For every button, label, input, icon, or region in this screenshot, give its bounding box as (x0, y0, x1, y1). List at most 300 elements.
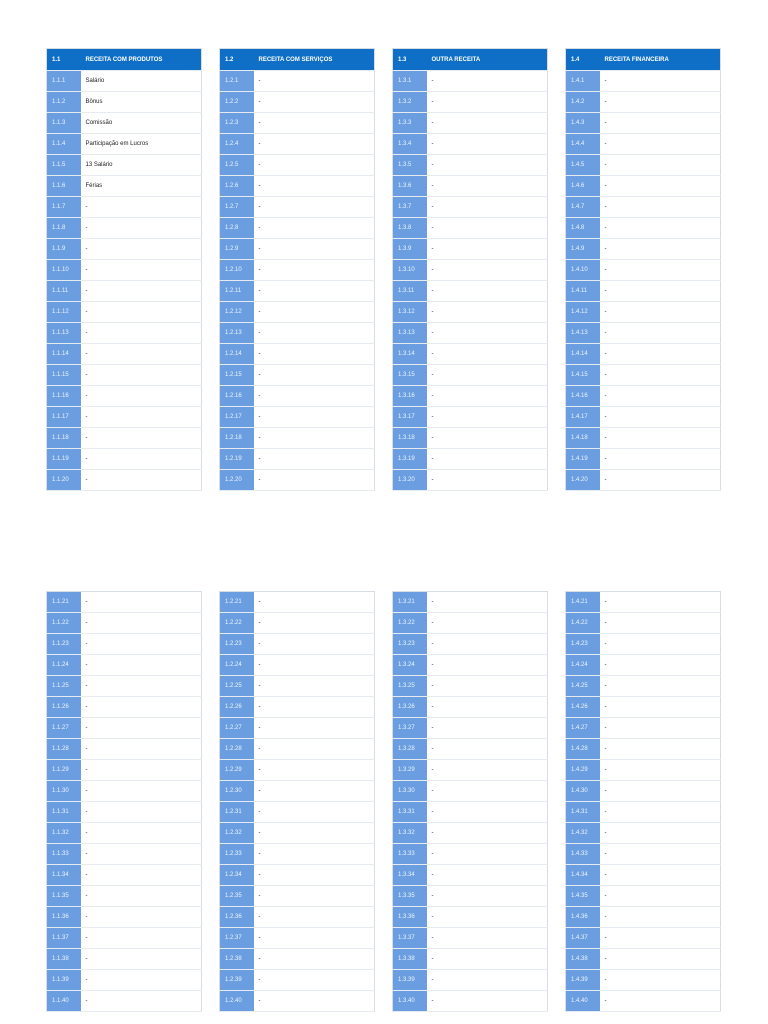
row-value: - (254, 592, 375, 613)
row-code: 1.4.33 (566, 844, 600, 865)
row-code: 1.2.1 (220, 71, 254, 92)
table-row (393, 323, 548, 344)
row-code: 1.2.6 (220, 176, 254, 197)
row-code: 1.4.22 (566, 613, 600, 634)
table-row (393, 655, 548, 676)
row-code: 1.1.17 (47, 407, 81, 428)
table-row (393, 302, 548, 323)
row-value: - (81, 802, 202, 823)
row-code: 1.2.21 (220, 592, 254, 613)
row-code: 1.3.31 (393, 802, 427, 823)
row-code: 1.4.18 (566, 428, 600, 449)
row-code: 1.1.22 (47, 613, 81, 634)
table-row (566, 323, 721, 344)
table-row (220, 323, 375, 344)
row-code: 1.3.26 (393, 697, 427, 718)
table-row (47, 449, 202, 470)
row-code: 1.1.31 (47, 802, 81, 823)
table-row (220, 470, 375, 491)
row-code: 1.1.3 (47, 113, 81, 134)
row-code: 1.1.4 (47, 134, 81, 155)
table-row (566, 760, 721, 781)
row-value: - (427, 302, 548, 323)
row-code: 1.1.1 (47, 71, 81, 92)
row-value: - (81, 428, 202, 449)
row-code: 1.2.5 (220, 155, 254, 176)
row-code: 1.4.24 (566, 655, 600, 676)
row-code: 1.3.7 (393, 197, 427, 218)
header-title: RECEITA COM PRODUTOS (81, 49, 202, 71)
row-code: 1.2.15 (220, 365, 254, 386)
row-code: 1.2.37 (220, 928, 254, 949)
row-value: - (427, 113, 548, 134)
row-value: - (81, 907, 202, 928)
table-row (47, 302, 202, 323)
row-value: - (600, 386, 721, 407)
row-value: - (427, 239, 548, 260)
table-row (47, 697, 202, 718)
row-code: 1.1.8 (47, 218, 81, 239)
row-code: 1.4.40 (566, 991, 600, 1012)
table-row (393, 781, 548, 802)
table-row (393, 928, 548, 949)
row-value: - (600, 949, 721, 970)
row-value: - (600, 155, 721, 176)
table-row (220, 802, 375, 823)
row-code: 1.2.14 (220, 344, 254, 365)
row-code: 1.4.21 (566, 592, 600, 613)
table-row (220, 239, 375, 260)
row-code: 1.1.33 (47, 844, 81, 865)
table-row (393, 176, 548, 197)
row-value: - (81, 407, 202, 428)
row-value: - (254, 428, 375, 449)
row-code: 1.3.24 (393, 655, 427, 676)
table-row (566, 176, 721, 197)
row-value: - (600, 907, 721, 928)
row-code: 1.2.26 (220, 697, 254, 718)
row-value: - (81, 592, 202, 613)
table-row (47, 655, 202, 676)
row-value: - (427, 634, 548, 655)
row-value: - (254, 718, 375, 739)
table-row (220, 970, 375, 991)
table-row (47, 71, 202, 92)
row-value: Salário (81, 71, 202, 92)
row-code: 1.1.28 (47, 739, 81, 760)
table-row (393, 155, 548, 176)
table-row (220, 907, 375, 928)
table-row (220, 634, 375, 655)
row-code: 1.3.13 (393, 323, 427, 344)
row-code: 1.3.35 (393, 886, 427, 907)
table-row (566, 281, 721, 302)
table-row (220, 718, 375, 739)
row-value: - (427, 592, 548, 613)
income-table (392, 591, 548, 1012)
table-row (393, 970, 548, 991)
row-value: - (254, 344, 375, 365)
row-code: 1.4.11 (566, 281, 600, 302)
row-code: 1.4.29 (566, 760, 600, 781)
table-row (566, 260, 721, 281)
row-code: 1.3.19 (393, 449, 427, 470)
row-code: 1.3.16 (393, 386, 427, 407)
income-table (219, 48, 375, 491)
table-row (393, 613, 548, 634)
table-row (393, 113, 548, 134)
row-value: - (81, 697, 202, 718)
row-value: - (254, 844, 375, 865)
row-value: - (600, 365, 721, 386)
row-code: 1.2.8 (220, 218, 254, 239)
row-value: - (254, 865, 375, 886)
table-row (566, 928, 721, 949)
table-row (566, 886, 721, 907)
row-code: 1.3.32 (393, 823, 427, 844)
row-code: 1.1.38 (47, 949, 81, 970)
row-code: 1.3.3 (393, 113, 427, 134)
row-code: 1.4.12 (566, 302, 600, 323)
row-code: 1.2.38 (220, 949, 254, 970)
table-row (47, 592, 202, 613)
row-code: 1.1.30 (47, 781, 81, 802)
table-row (220, 344, 375, 365)
row-value: - (254, 71, 375, 92)
table-row (566, 844, 721, 865)
row-value: - (427, 970, 548, 991)
row-code: 1.4.23 (566, 634, 600, 655)
table-row (566, 676, 721, 697)
row-value: - (254, 155, 375, 176)
table-row (47, 470, 202, 491)
row-value: - (600, 344, 721, 365)
row-code: 1.4.15 (566, 365, 600, 386)
row-code: 1.1.25 (47, 676, 81, 697)
row-code: 1.3.23 (393, 634, 427, 655)
table-row (393, 449, 548, 470)
row-value: - (254, 991, 375, 1012)
row-code: 1.4.17 (566, 407, 600, 428)
table-row (566, 865, 721, 886)
row-code: 1.4.6 (566, 176, 600, 197)
row-value: - (254, 407, 375, 428)
row-code: 1.3.30 (393, 781, 427, 802)
table-row (220, 676, 375, 697)
row-code: 1.1.14 (47, 344, 81, 365)
row-code: 1.4.19 (566, 449, 600, 470)
row-value: - (254, 655, 375, 676)
row-value: - (254, 760, 375, 781)
table-row (566, 907, 721, 928)
row-code: 1.2.10 (220, 260, 254, 281)
row-code: 1.1.15 (47, 365, 81, 386)
table-row (47, 113, 202, 134)
row-code: 1.4.26 (566, 697, 600, 718)
row-value: - (254, 323, 375, 344)
table-row (566, 739, 721, 760)
income-table (392, 48, 548, 491)
row-value: - (427, 697, 548, 718)
row-value: - (600, 991, 721, 1012)
table-row (566, 134, 721, 155)
row-value: - (427, 134, 548, 155)
table-row (47, 865, 202, 886)
row-value: - (427, 676, 548, 697)
row-code: 1.1.5 (47, 155, 81, 176)
row-code: 1.3.17 (393, 407, 427, 428)
row-value: - (81, 823, 202, 844)
table-row (47, 634, 202, 655)
table-row (220, 865, 375, 886)
table-row (393, 239, 548, 260)
table-row (393, 71, 548, 92)
row-value: - (81, 991, 202, 1012)
table-row (566, 155, 721, 176)
table-row (47, 613, 202, 634)
table-row (47, 239, 202, 260)
table-row (566, 823, 721, 844)
row-value: - (81, 760, 202, 781)
table-row (393, 676, 548, 697)
table-row (393, 365, 548, 386)
row-value: - (81, 386, 202, 407)
row-value: - (600, 239, 721, 260)
table-row (220, 613, 375, 634)
row-value: - (81, 323, 202, 344)
row-value: - (254, 260, 375, 281)
table-row (47, 281, 202, 302)
table-row (220, 134, 375, 155)
row-value: - (81, 676, 202, 697)
table-header-row (393, 49, 548, 71)
row-code: 1.1.13 (47, 323, 81, 344)
table-row (393, 865, 548, 886)
table-row (566, 407, 721, 428)
table-row (566, 428, 721, 449)
header-title: RECEITA COM SERVIÇOS (254, 49, 375, 71)
row-value: - (600, 71, 721, 92)
header-code: 1.3 (393, 49, 427, 71)
row-code: 1.4.28 (566, 739, 600, 760)
row-code: 1.2.31 (220, 802, 254, 823)
row-code: 1.2.20 (220, 470, 254, 491)
row-value: - (254, 928, 375, 949)
table-row (566, 470, 721, 491)
table-row (393, 802, 548, 823)
row-code: 1.4.8 (566, 218, 600, 239)
table-row (566, 781, 721, 802)
row-value: - (254, 176, 375, 197)
row-code: 1.1.18 (47, 428, 81, 449)
row-code: 1.3.8 (393, 218, 427, 239)
table-row (393, 470, 548, 491)
row-code: 1.2.27 (220, 718, 254, 739)
row-value: - (427, 323, 548, 344)
table-header-row (220, 49, 375, 71)
income-table (46, 48, 202, 491)
row-value: - (81, 470, 202, 491)
row-code: 1.4.32 (566, 823, 600, 844)
row-value: - (427, 991, 548, 1012)
row-value: - (427, 886, 548, 907)
row-code: 1.4.25 (566, 676, 600, 697)
row-value: - (427, 407, 548, 428)
row-value: - (254, 949, 375, 970)
row-value: - (600, 92, 721, 113)
row-value: - (427, 655, 548, 676)
row-value: - (427, 949, 548, 970)
row-value: - (81, 260, 202, 281)
table-row (393, 907, 548, 928)
table-row (47, 991, 202, 1012)
row-value: - (254, 970, 375, 991)
row-value: - (600, 302, 721, 323)
table-row (47, 260, 202, 281)
row-value: - (254, 302, 375, 323)
row-code: 1.1.20 (47, 470, 81, 491)
row-code: 1.4.36 (566, 907, 600, 928)
table-row (220, 365, 375, 386)
row-value: - (254, 886, 375, 907)
row-code: 1.3.4 (393, 134, 427, 155)
row-code: 1.3.40 (393, 991, 427, 1012)
row-value: - (600, 823, 721, 844)
row-code: 1.2.9 (220, 239, 254, 260)
row-value: - (254, 781, 375, 802)
row-code: 1.4.16 (566, 386, 600, 407)
row-code: 1.3.21 (393, 592, 427, 613)
row-code: 1.3.1 (393, 71, 427, 92)
table-row (220, 197, 375, 218)
row-value: - (81, 970, 202, 991)
table-row (393, 697, 548, 718)
table-row (47, 197, 202, 218)
row-value: - (600, 655, 721, 676)
row-value: - (81, 365, 202, 386)
row-value: - (427, 176, 548, 197)
table-row (393, 218, 548, 239)
row-value: - (254, 634, 375, 655)
row-value: - (254, 739, 375, 760)
row-code: 1.2.19 (220, 449, 254, 470)
table-row (393, 739, 548, 760)
row-code: 1.4.34 (566, 865, 600, 886)
row-value: - (427, 344, 548, 365)
row-code: 1.3.36 (393, 907, 427, 928)
row-value: - (254, 281, 375, 302)
row-code: 1.2.11 (220, 281, 254, 302)
row-value: - (254, 613, 375, 634)
table-row (47, 386, 202, 407)
table-row (393, 344, 548, 365)
row-code: 1.1.7 (47, 197, 81, 218)
row-value: - (600, 634, 721, 655)
table-row (566, 802, 721, 823)
header-title: RECEITA FINANCEIRA (600, 49, 721, 71)
row-code: 1.4.7 (566, 197, 600, 218)
table-row (47, 823, 202, 844)
table-row (220, 176, 375, 197)
row-code: 1.1.11 (47, 281, 81, 302)
table-row (220, 92, 375, 113)
table-row (47, 155, 202, 176)
row-value: - (600, 428, 721, 449)
row-code: 1.4.3 (566, 113, 600, 134)
row-code: 1.3.15 (393, 365, 427, 386)
table-row (566, 344, 721, 365)
table-row (47, 907, 202, 928)
row-code: 1.1.21 (47, 592, 81, 613)
table-row (220, 844, 375, 865)
row-code: 1.4.4 (566, 134, 600, 155)
table-row (47, 134, 202, 155)
table-row (47, 344, 202, 365)
row-value: - (600, 781, 721, 802)
row-value: - (427, 865, 548, 886)
table-row (220, 113, 375, 134)
table-row (566, 991, 721, 1012)
table-row (220, 781, 375, 802)
row-value: - (427, 197, 548, 218)
table-row (393, 886, 548, 907)
row-code: 1.4.1 (566, 71, 600, 92)
table-row (566, 655, 721, 676)
row-value: - (600, 844, 721, 865)
row-value: - (600, 323, 721, 344)
row-code: 1.2.7 (220, 197, 254, 218)
row-code: 1.4.13 (566, 323, 600, 344)
row-value: - (81, 949, 202, 970)
table-row (220, 697, 375, 718)
row-value: - (81, 613, 202, 634)
table-row (47, 428, 202, 449)
row-code: 1.1.26 (47, 697, 81, 718)
row-code: 1.1.19 (47, 449, 81, 470)
row-value: Comissão (81, 113, 202, 134)
row-code: 1.1.12 (47, 302, 81, 323)
row-code: 1.1.39 (47, 970, 81, 991)
row-code: 1.4.38 (566, 949, 600, 970)
row-code: 1.2.25 (220, 676, 254, 697)
row-code: 1.2.39 (220, 970, 254, 991)
table-row (393, 634, 548, 655)
row-value: - (427, 386, 548, 407)
row-value: - (427, 260, 548, 281)
table-row (393, 823, 548, 844)
table-row (393, 134, 548, 155)
row-value: - (600, 697, 721, 718)
row-value: - (254, 823, 375, 844)
row-value: - (254, 386, 375, 407)
table-row (566, 239, 721, 260)
row-value: - (600, 718, 721, 739)
table-row (393, 718, 548, 739)
row-code: 1.1.10 (47, 260, 81, 281)
row-code: 1.4.20 (566, 470, 600, 491)
row-value: Participação em Lucros (81, 134, 202, 155)
row-code: 1.1.9 (47, 239, 81, 260)
row-code: 1.3.33 (393, 844, 427, 865)
row-value: - (600, 113, 721, 134)
row-value: - (427, 71, 548, 92)
table-row (220, 739, 375, 760)
row-value: - (600, 449, 721, 470)
table-row (566, 634, 721, 655)
table-row (566, 592, 721, 613)
row-value: Bônus (81, 92, 202, 113)
table-row (220, 386, 375, 407)
